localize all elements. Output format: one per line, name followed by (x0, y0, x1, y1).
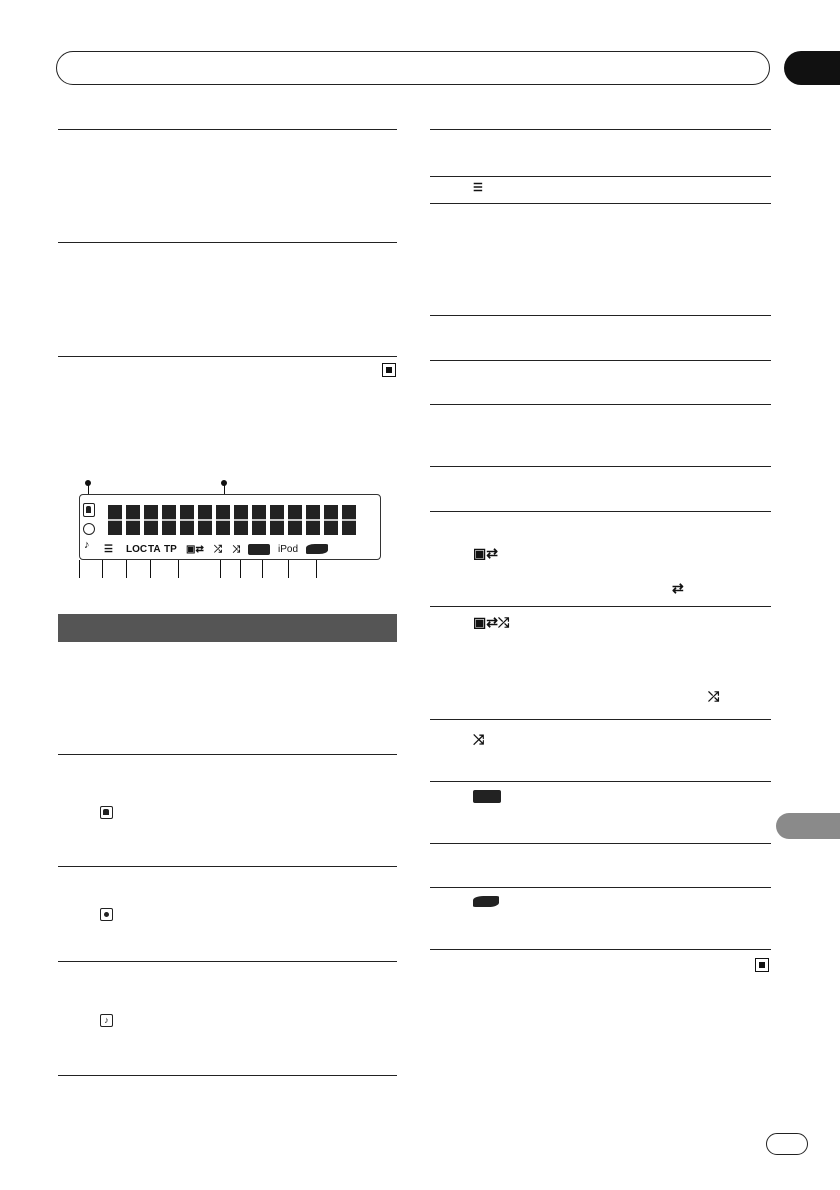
right-rule-13 (430, 887, 771, 888)
table-header (58, 614, 397, 642)
right-shuffle-icon: ⤨ (473, 731, 485, 747)
right-rule-1 (430, 129, 771, 130)
right-rule-14 (430, 949, 771, 950)
right-repeat-icon: ⇄ (672, 580, 684, 596)
right-rule-5 (430, 360, 771, 361)
right-rule-10 (430, 719, 771, 720)
table-song-icon: ♪ (100, 1014, 113, 1027)
list-icon: ☰ (104, 544, 113, 555)
left-rule-3 (58, 356, 397, 357)
left-table-rule-2 (58, 866, 397, 867)
header-bar (56, 51, 770, 85)
left-rule-2 (58, 242, 397, 243)
table-disc-icon (100, 908, 113, 921)
random-icon: ⤮ (214, 544, 222, 555)
right-sd-icon (473, 896, 499, 907)
right-folder-repeat-icon: ▣⇄ (473, 545, 498, 561)
lcd-segments (80, 495, 380, 559)
folder-repeat-icon: ▣⇄ (186, 544, 204, 555)
left-table-rule-4 (58, 1075, 397, 1076)
loc-indicator: LOC (126, 544, 148, 555)
stop-icon (382, 363, 396, 377)
right-rule-12 (430, 843, 771, 844)
song-icon: ♪ (84, 539, 90, 551)
lcd-panel (79, 494, 381, 560)
ipod-indicator: iPod (278, 544, 299, 555)
table-artist-icon (100, 806, 113, 819)
right-random-icon: ⤮ (708, 688, 720, 704)
right-rule-4 (430, 315, 771, 316)
right-rule-6 (430, 404, 771, 405)
right-list-icon: ☰ (473, 182, 483, 194)
stop-icon-right (755, 958, 769, 972)
right-rule-9 (430, 606, 771, 607)
disc-icon (83, 523, 95, 535)
ta-indicator: TA (148, 544, 161, 555)
right-rule-8 (430, 511, 771, 512)
right-rule-11 (430, 781, 771, 782)
shuffle-icon: ⤨ (232, 544, 240, 555)
right-folder-random-icon: ▣⇄⤮ (473, 614, 510, 630)
artist-icon (83, 503, 95, 517)
right-sound-retriever-icon (473, 790, 501, 803)
callout-dot-1 (85, 480, 91, 486)
callout-dot-2 (221, 480, 227, 486)
sound-retriever-icon (248, 544, 270, 555)
right-rule-7 (430, 466, 771, 467)
right-rule-3 (430, 203, 771, 204)
section-tab (784, 51, 840, 85)
right-rule-2 (430, 176, 771, 177)
sidebar-tab (776, 813, 840, 839)
sd-icon (306, 544, 328, 554)
page-number-badge (766, 1133, 808, 1155)
left-table-rule-3 (58, 961, 397, 962)
tp-indicator: TP (164, 544, 177, 555)
left-table-rule-1 (58, 754, 397, 755)
left-rule-1 (58, 129, 397, 130)
